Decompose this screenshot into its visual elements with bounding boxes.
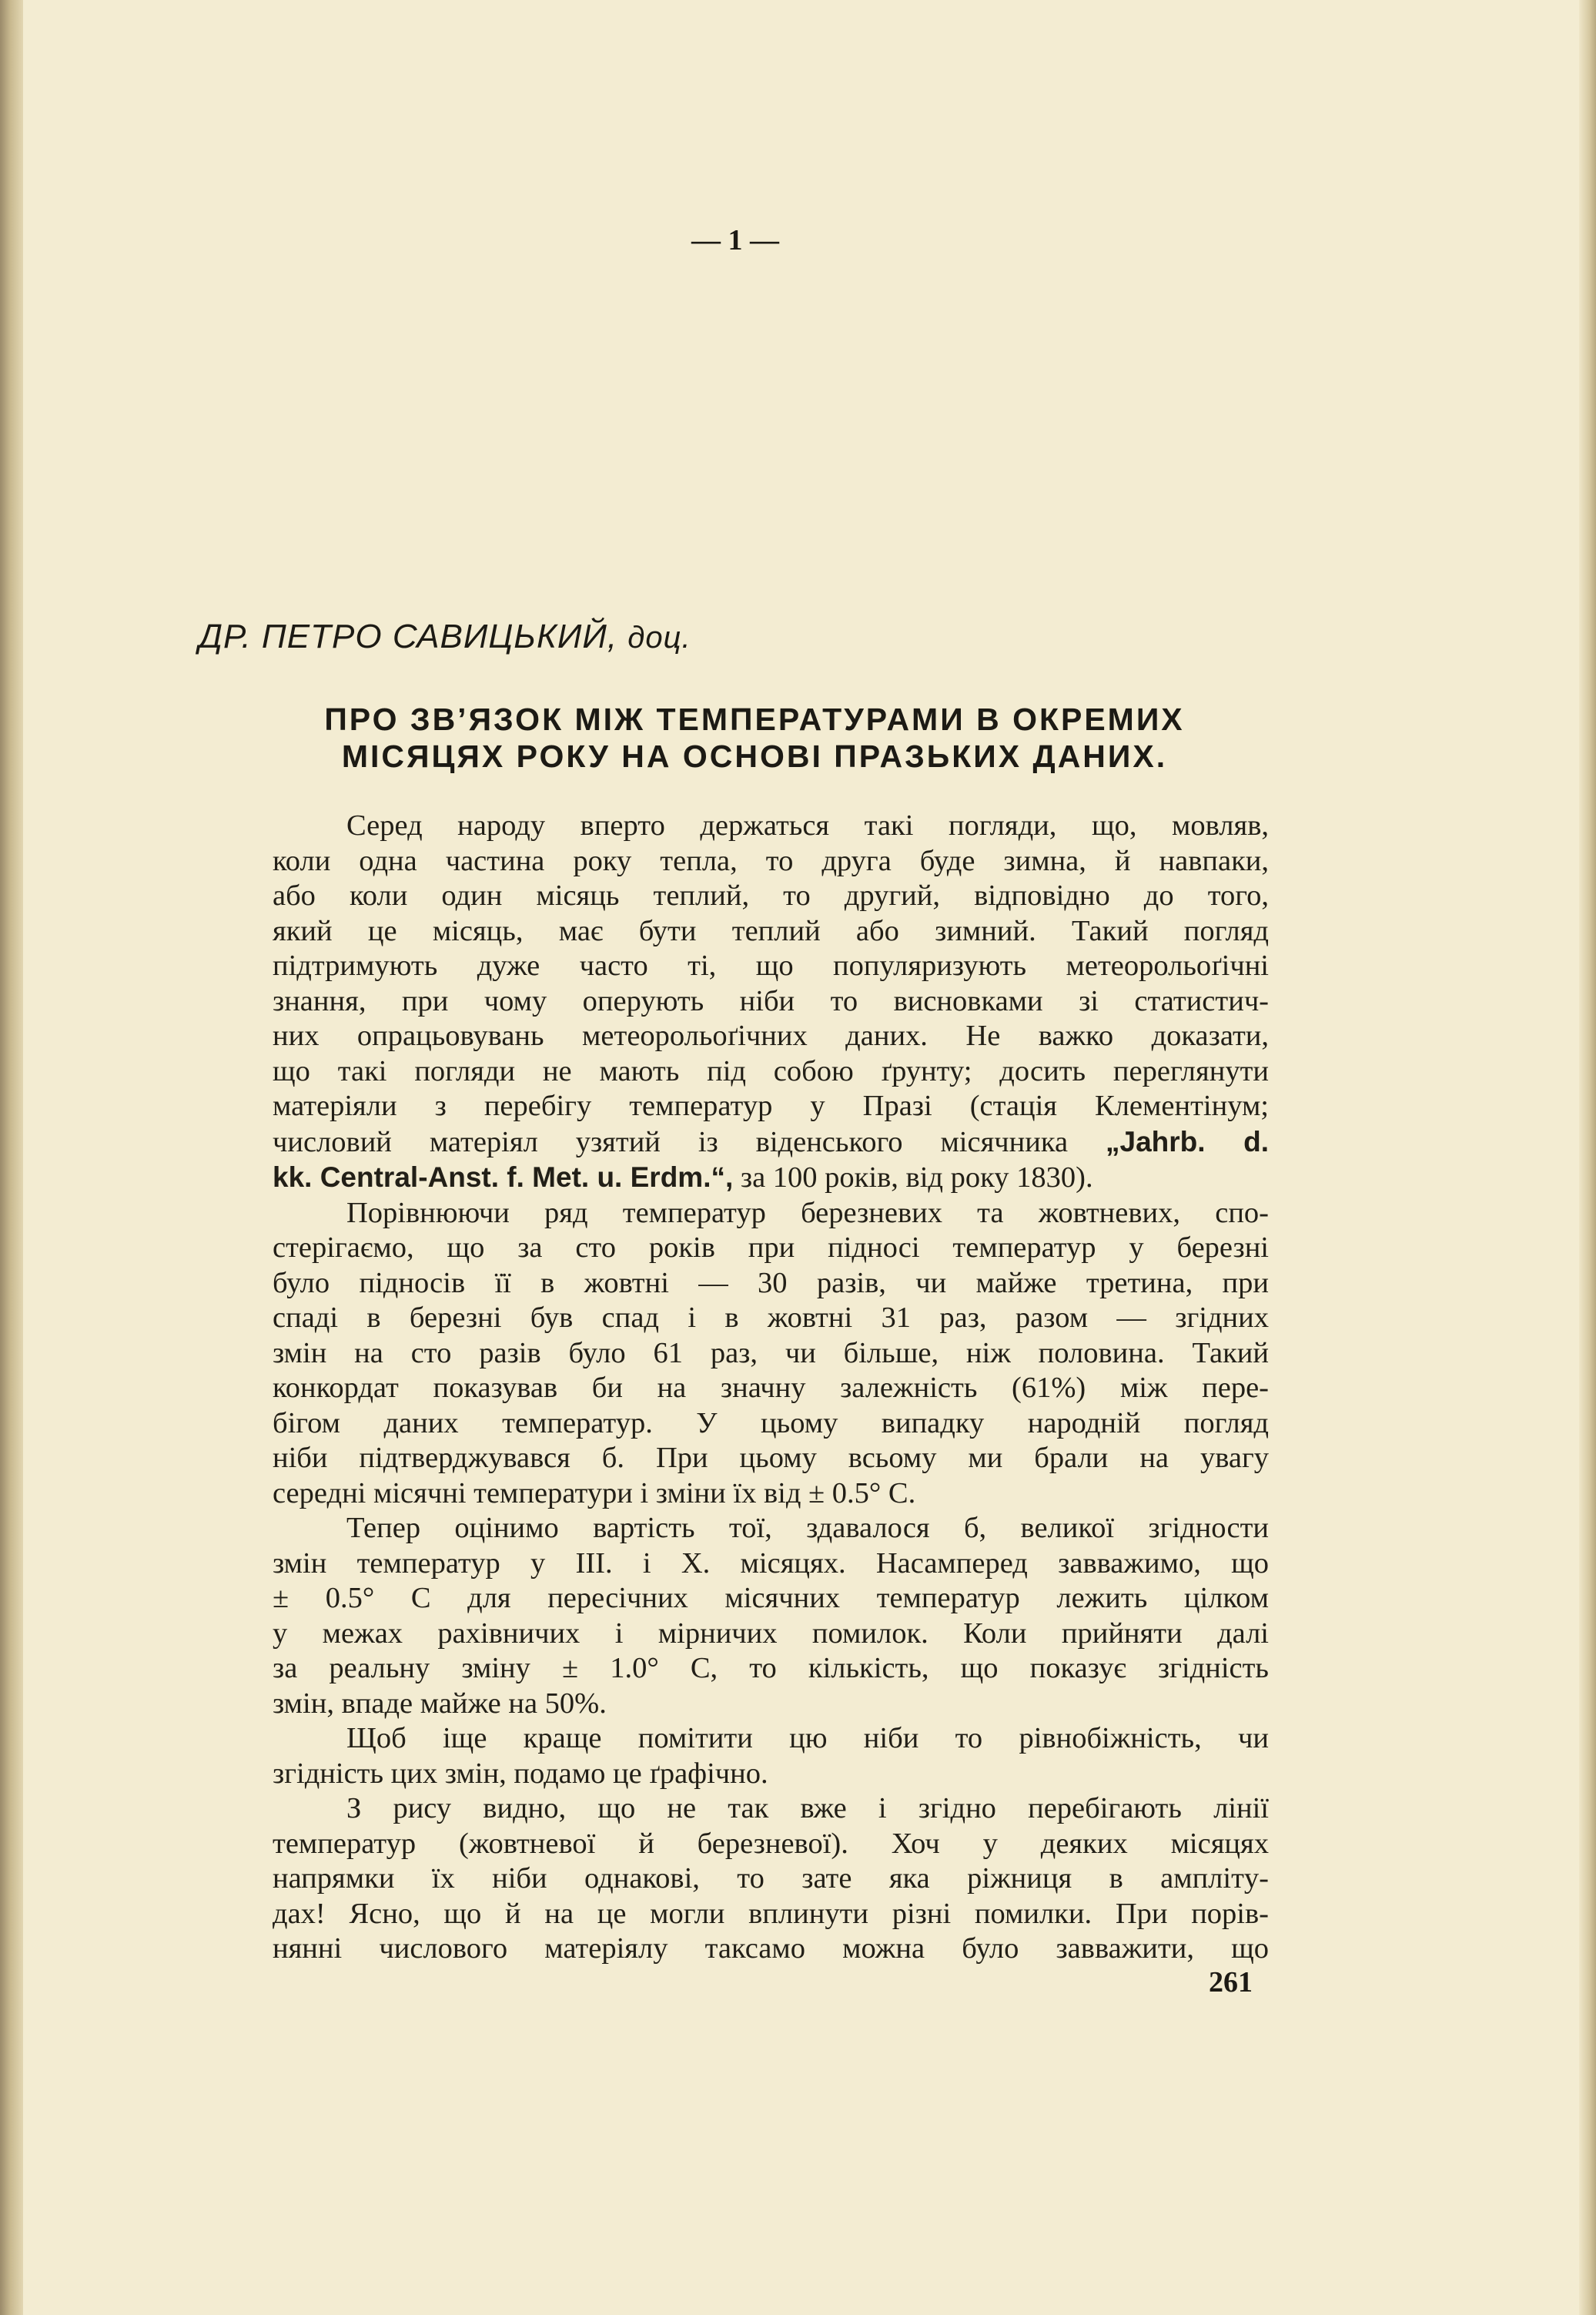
paragraph-1 — [199, 809, 1269, 1196]
journal-reference-cont: kk. Central-Anst. f. Met. u. Erdm.“, — [273, 1161, 734, 1193]
text-line: Тепер оцінимо вартість тої, здавалося б, великої згідности — [346, 1512, 1269, 1544]
text-line: який це місяць, має бути теплий або зимний. Такий погляд — [273, 914, 1269, 947]
article-title — [231, 701, 1278, 775]
text-line: середні місячні температури і зміни їх від ± 0.5° С. — [273, 1476, 916, 1509]
text-line: ± 0.5° С для пересічних місячних температур лежить цілком — [273, 1582, 1269, 1614]
text-line: Серед народу вперто держаться такі погляди, що, мовляв, — [346, 809, 1269, 842]
text-line-with-reference — [199, 1160, 1269, 1196]
text-line: стерігаємо, що за сто років при підносі температур у березні — [273, 1231, 1269, 1264]
text-line-with-reference — [199, 1124, 1269, 1161]
text-line: температур (жовтневої й березневої). Хоч у деяких місяцях — [273, 1827, 1269, 1860]
author-name: ДР. ПЕТРО САВИЦЬКИЙ, — [199, 618, 618, 655]
article-author — [199, 618, 691, 656]
text-line: змін на сто разів було 61 раз, чи більше, ніж половина. Такий — [273, 1336, 1269, 1369]
text-line: З рису видно, що не так вже і згідно перебігають лінії — [346, 1792, 1269, 1824]
text-segment: числовий матерiял узятий із віденського місячника — [273, 1125, 1069, 1158]
title-line: ПРО ЗВ’ЯЗОК МІЖ ТЕМПЕРАТУРАМИ В ОКРЕМИХ — [324, 702, 1185, 737]
text-line: змін, впаде майже на 50%. — [273, 1687, 607, 1720]
text-line: напрямки їх ніби однакові, то зате яка ріжниця в амплітy- — [273, 1862, 1269, 1895]
text-line: що такі погляди не мають під собою ґрунту; досить переглянути — [273, 1054, 1269, 1087]
text-line: знання, при чому оперують ніби то висновками зі статистич- — [273, 984, 1269, 1017]
text-line: ніби підтверджувався б. При цьому всьому ми брали на увагу — [273, 1442, 1269, 1474]
article-body — [199, 809, 1269, 1967]
text-line: матеріяли з перебігу температур у Празі (стація Клементінум; — [273, 1090, 1269, 1122]
book-spine-edge — [0, 0, 23, 2315]
text-segment: за 100 років, від року 1830). — [733, 1161, 1093, 1194]
text-line: за реальну зміну ± 1.0° С, то кількість, що показує згідність — [273, 1652, 1269, 1684]
text-line: було підносів її в жовтні — 30 разів, чи майже третина, при — [273, 1266, 1269, 1299]
title-line: МІСЯЦЯХ РОКУ НА ОСНОВІ ПРАЗЬКИХ ДАНИХ. — [341, 739, 1168, 774]
paragraph-4 — [199, 1721, 1269, 1791]
text-line: підтримують дуже часто ті, що популяризують метеорольоґічні — [273, 950, 1269, 982]
page-edge-shadow — [1579, 0, 1596, 2315]
text-line: згідність цих змін, подамо це ґрафічно. — [273, 1757, 768, 1790]
journal-reference: „Jahrb. d. — [1106, 1125, 1270, 1158]
text-line: або коли один місяць теплий, то другий, відповідно до того, — [273, 879, 1269, 912]
paragraph-2 — [199, 1196, 1269, 1512]
text-line: дах! Ясно, що й на це могли вплинути різні помилки. При порів- — [273, 1897, 1269, 1930]
text-line: у межах рахівничих і мірничих помилок. Коли прийняти далі — [273, 1616, 1269, 1650]
text-line: бігом даних температур. У цьому випадку народній погляд — [273, 1406, 1269, 1439]
text-line: нянні числового матеріялу таксамо можна було завважити, що — [273, 1932, 1269, 1965]
paragraph-5 — [199, 1791, 1269, 1967]
text-line: Щоб іще краще помітити цю ніби то рівнобіжність, чи — [346, 1722, 1269, 1754]
text-line: коли одна частина року тепла, то друга буде зимна, й навпаки, — [273, 844, 1269, 877]
folio-number: — 1 — — [691, 224, 779, 256]
page-number: 261 — [1209, 1966, 1253, 1998]
text-line: змін температур у ІІІ. і Х. місяцях. Насамперед завважимо, що — [273, 1546, 1269, 1580]
text-line: спаді в березні був спад і в жовтні 31 раз, разом — згідних — [273, 1302, 1269, 1334]
author-rank: доц. — [627, 621, 691, 655]
text-line: Порівнюючи ряд температур березневих та жовтневих, спо- — [346, 1196, 1269, 1229]
text-line: конкордат показував би на значну залежність (61%) між пере- — [273, 1372, 1269, 1404]
text-line: них опрацьовувань метеорольоґічних даних. Не важко доказати, — [273, 1020, 1269, 1052]
paragraph-3 — [199, 1511, 1269, 1721]
